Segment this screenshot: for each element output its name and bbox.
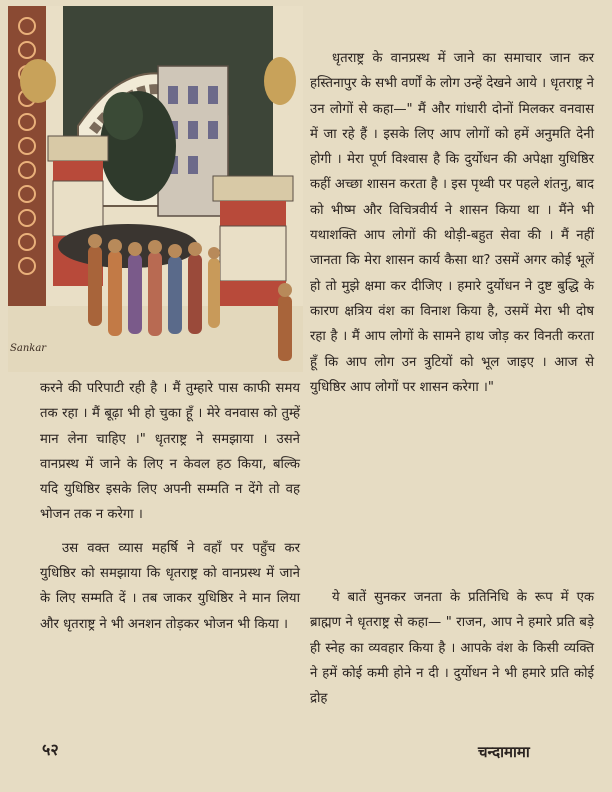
text-column-left	[40, 376, 300, 637]
text-column-right-top	[310, 46, 594, 400]
magazine-name: चन्दामामा	[478, 743, 530, 761]
illustration-palace-crowd	[8, 6, 303, 372]
text-column-right-bottom	[310, 585, 594, 711]
paragraph-top-right: धृतराष्ट्र के वानप्रस्थ में जाने का समाचार जान कर हस्तिनापुर के सभी वर्णों के लोग उन्हें देखने आये । धृतराष्ट्र ने उन लोगों से कहा—" मैं और गांधारी दोनों मिलकर वनवास में जा रहे हैं । इसके लिए आप लोगों को हमें अनुमति देनी होगी । मेरा पूर्ण विश्वास है कि दुर्योधन की अपेक्षा युधिष्ठिर कहीं अच्छा शासन करता है । इस पृथ्वी पर पहले शंतनु, बाद को भीष्म और विचित्रवीर्य ने शासन किया था । मैंने भी यथाशक्ति आप लोगों की थोड़ी-बहुत सेवा की । मैं नहीं जानता कि मेरा शासन कार्य कैसा था? उसमें अगर कोई भूलें हो तो मुझे क्षमा कर दीजिए । हमारे दुर्योधन ने दुष्ट बुद्धि के कारण क्षत्रिय वंश का विनाश किया है, उसमें मेरा भी दोष रहा है । मैं आप लोगों के सामने हाथ जोड़ कर विनती करता हूँ कि आप लोग उन त्रुटियों को भूल जाइए । आज से युधिष्ठिर आप लोगों पर शासन करेगा ।"	[310, 51, 594, 395]
paragraph-left-1: करने की परिपाटी रही है । मैं तुम्हारे पास काफी समय तक रहा । मैं बूढ़ा भी हो चुका हूँ । मेरे वनवास को तुम्हें मान लेना चाहिए ।" धृतराष्ट्र ने समझाया । उसने वानप्रस्थ में जाने के लिए न केवल हठ किया, बल्कि यदि युधिष्ठिर इसके लिए अपनी सम्मति न देंगे तो वह भोजन तक न करेगा ।	[40, 381, 300, 523]
page-number: ५२	[42, 740, 59, 759]
paragraph-bottom-right: ये बातें सुनकर जनता के प्रतिनिधि के रूप में एक ब्राह्मण ने धृतराष्ट्र से कहा— " राजन, आप ने हमारे प्रति बड़े ही स्नेह का व्यवहार किया है । आपके वंश के किसी व्यक्ति ने हमें कोई कमी होने न दी । दुर्योधन ने भी हमारे प्रति कोई द्रोह	[310, 590, 594, 707]
artist-signature: Sankar	[10, 343, 47, 354]
paragraph-left-2: उस वक्त व्यास महर्षि ने वहाँ पर पहुँच कर युधिष्ठिर को समझाया कि धृतराष्ट्र को वानप्रस्थ में जाने के लिए सम्मति दें । तब जाकर युधिष्ठिर ने मान लिया और धृतराष्ट्र ने भी अनशन तोड़कर भोजन भी किया ।	[40, 540, 300, 632]
